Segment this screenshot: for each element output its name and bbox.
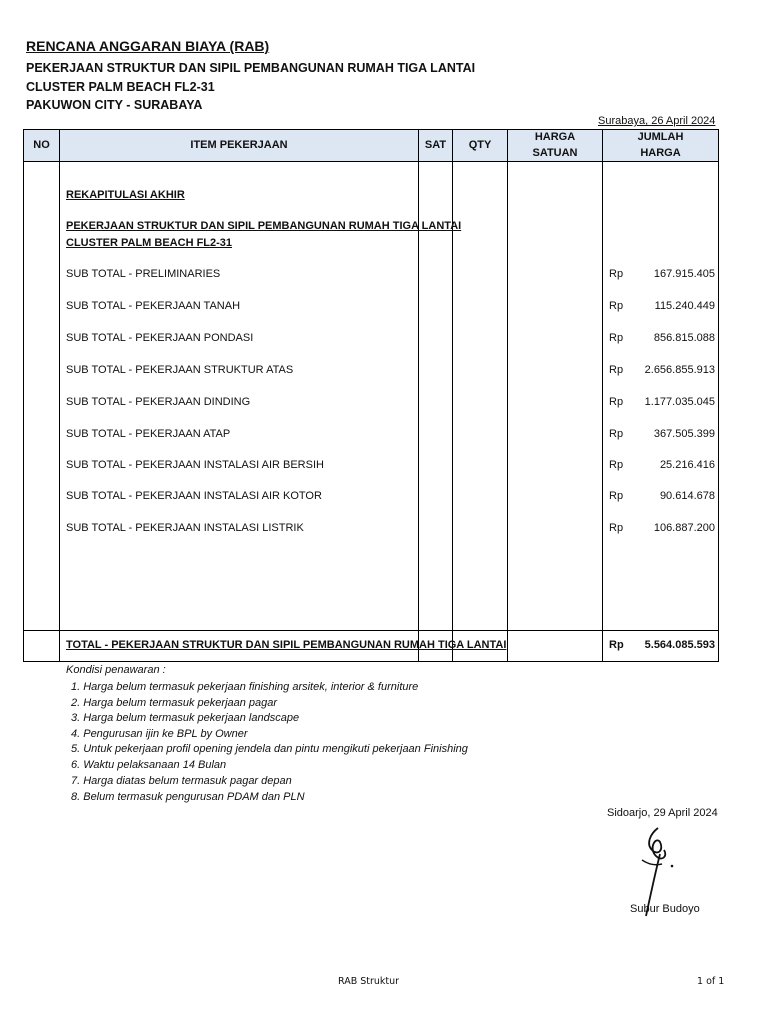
row-amount: 367.505.399 <box>653 428 715 440</box>
row-currency: Rp <box>609 396 624 408</box>
col-divider <box>452 129 453 662</box>
project-line-3: PAKUWON CITY - SURABAYA <box>26 98 203 112</box>
col-divider <box>507 129 508 662</box>
row-amount: 2.656.855.913 <box>644 364 715 376</box>
row-amount: 115.240.449 <box>654 300 715 312</box>
document-title: RENCANA ANGGARAN BIAYA (RAB) <box>26 38 270 54</box>
total-label: TOTAL - PEKERJAAN STRUKTUR DAN SIPIL PEMBANGUNAN RUMAH TIGA LANTAI <box>66 639 507 651</box>
row-currency: Rp <box>609 459 624 471</box>
row-item: SUB TOTAL - PEKERJAAN INSTALASI AIR BERSIH <box>66 459 324 471</box>
header-harga-satuan-1: HARGA <box>534 131 576 143</box>
row-currency: Rp <box>609 332 624 344</box>
total-amount: 5.564.085.593 <box>644 639 715 651</box>
row-item: SUB TOTAL - PEKERJAAN DINDING <box>66 396 251 408</box>
project-line-2: CLUSTER PALM BEACH FL2-31 <box>26 80 215 94</box>
total-currency: Rp <box>609 639 624 651</box>
header-divider <box>23 161 719 162</box>
header-sat: SAT <box>424 139 447 151</box>
condition-item: 2. Harga belum termasuk pekerjaan pagar <box>71 697 278 709</box>
row-item: SUB TOTAL - PEKERJAAN ATAP <box>66 428 231 440</box>
row-currency: Rp <box>609 300 624 312</box>
header-jumlah-harga-2: HARGA <box>640 147 681 159</box>
row-item: SUB TOTAL - PEKERJAAN TANAH <box>66 300 241 312</box>
row-amount: 1.177.035.045 <box>644 396 715 408</box>
row-item: SUB TOTAL - PEKERJAAN PONDASI <box>66 332 254 344</box>
col-divider <box>418 129 419 662</box>
section-title: REKAPITULASI AKHIR <box>66 189 185 201</box>
condition-item: 3. Harga belum termasuk pekerjaan landscape <box>71 712 300 724</box>
condition-item: 5. Untuk pekerjaan profil opening jendela dan pintu mengikuti pekerjaan Finishing <box>71 743 468 755</box>
row-amount: 90.614.678 <box>659 490 715 502</box>
section-project-line-2: CLUSTER PALM BEACH FL2-31 <box>66 237 233 249</box>
document-date: Surabaya, 26 April 2024 <box>598 115 716 127</box>
row-item: SUB TOTAL - PEKERJAAN INSTALASI AIR KOTOR <box>66 490 322 502</box>
condition-item: 7. Harga diatas belum termasuk pagar depan <box>71 775 292 787</box>
row-amount: 167.915.405 <box>653 268 715 280</box>
row-amount: 25.216.416 <box>659 459 715 471</box>
conditions-title: Kondisi penawaran : <box>66 664 166 676</box>
header-qty: QTY <box>468 139 492 151</box>
project-line-1: PEKERJAAN STRUKTUR DAN SIPIL PEMBANGUNAN RUMAH TIGA LANTAI <box>26 61 476 75</box>
row-amount: 856.815.088 <box>653 332 715 344</box>
signatory-name: Subur Budoyo <box>630 903 700 915</box>
condition-item: 6. Waktu pelaksanaan 14 Bulan <box>71 759 227 771</box>
condition-item: 8. Belum termasuk pengurusan PDAM dan PLN <box>71 791 305 803</box>
row-currency: Rp <box>609 490 624 502</box>
header-no: NO <box>33 139 50 151</box>
condition-item: 4. Pengurusan ijin ke BPL by Owner <box>71 728 248 740</box>
footer-page-number: 1 of 1 <box>697 976 725 987</box>
row-currency: Rp <box>609 268 624 280</box>
row-item: SUB TOTAL - PEKERJAAN STRUKTUR ATAS <box>66 364 294 376</box>
header-harga-satuan-2: SATUAN <box>532 147 578 159</box>
condition-item: 1. Harga belum termasuk pekerjaan finishing arsitek, interior & furniture <box>71 681 419 693</box>
row-currency: Rp <box>609 428 624 440</box>
header-jumlah-harga-1: JUMLAH <box>637 131 684 143</box>
section-project-line-1: PEKERJAAN STRUKTUR DAN SIPIL PEMBANGUNAN RUMAH TIGA LANTAI <box>66 220 462 232</box>
footer-doc-name: RAB Struktur <box>338 976 400 987</box>
row-currency: Rp <box>609 364 624 376</box>
signature-place-date: Sidoarjo, 29 April 2024 <box>607 807 718 819</box>
col-divider <box>59 129 60 662</box>
row-currency: Rp <box>609 522 624 534</box>
header-item: ITEM PEKERJAAN <box>190 139 288 151</box>
col-divider <box>602 129 603 662</box>
row-amount: 106.887.200 <box>653 522 715 534</box>
row-item: SUB TOTAL - PEKERJAAN INSTALASI LISTRIK <box>66 522 304 534</box>
total-divider <box>23 630 719 631</box>
row-item: SUB TOTAL - PRELIMINARIES <box>66 268 221 280</box>
